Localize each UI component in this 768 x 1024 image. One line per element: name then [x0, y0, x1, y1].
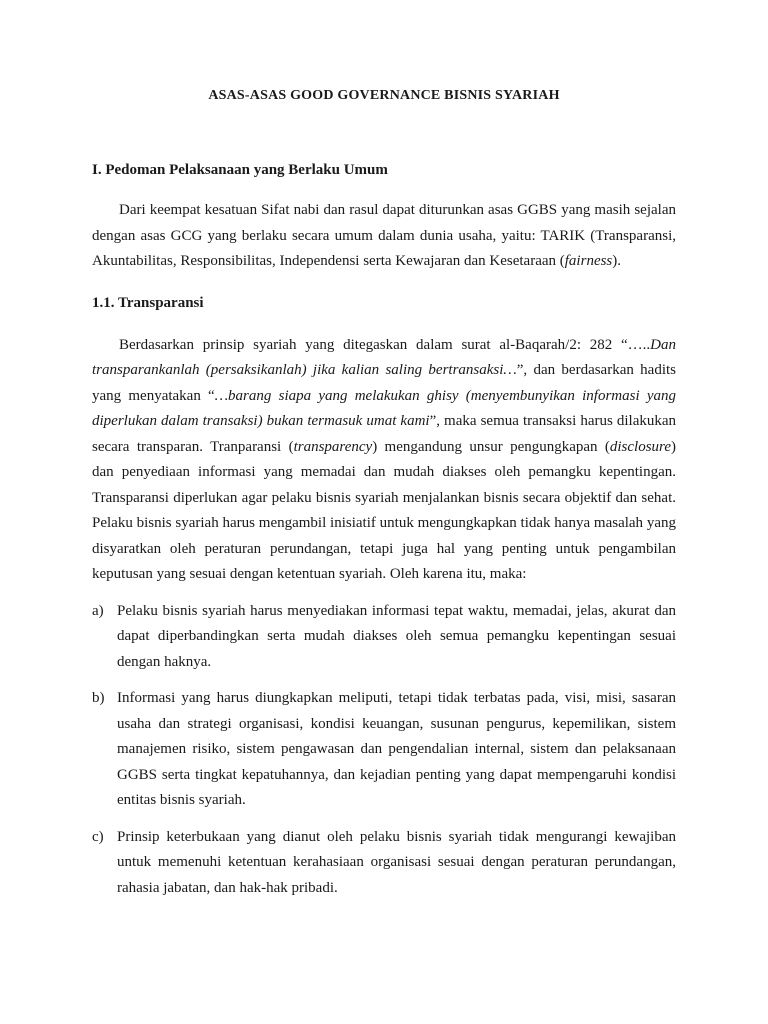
section-heading: I. Pedoman Pelaksanaan yang Berlaku Umum [92, 162, 388, 178]
document-page [92, 84, 676, 912]
list-item-text: Pelaku bisnis syariah harus menyediakan informasi tepat waktu, memadai, jelas, akurat dan dapat diperbandingkan serta mudah diakses oleh semua pemangku kepentingan sesuai dengan haknya. [117, 602, 676, 670]
list-marker: a) [92, 602, 104, 619]
transparansi-list [92, 599, 676, 902]
list-item [92, 825, 676, 902]
intro-italic-term: fairness [564, 253, 613, 269]
list-item [92, 599, 676, 676]
list-marker: c) [92, 828, 104, 845]
transparansi-term-transparency: transparency [293, 438, 373, 455]
intro-text: Dari keempat kesatuan Sifat nabi dan rasul dapat diturunkan asas GGBS yang masih sejalan dengan asas GCG yang berlaku secara umum dalam dunia usaha, yaitu: TARIK (Transparansi, Akuntabilitas, Responsibilitas, Independensi serta Kewajaran dan Kesetaraan ( [92, 202, 676, 269]
document-title: ASAS-ASAS GOOD GOVERNANCE BISNIS SYARIAH [208, 88, 560, 103]
transparansi-text-3: ”, maka semua transaksi harus dilakukan secara transparan. Tranparansi ( [92, 413, 677, 455]
transparansi-text-5: ) dan penyediaan informasi yang memadai dan mudah diakses oleh pemangku kepentingan. Transparansi diperlukan agar pelaku bisnis syariah menjalankan bisnis secara objektif dan sehat. Pelaku bisnis syariah harus mengambil inisiatif untuk mengungkapkan tidak hanya masalah yang disyaratkan oleh peraturan perundangan, tetapi juga hal yang penting untuk pengambilan keputusan yang sesuai dengan ketentuan syariah. Oleh karena itu, maka: [92, 438, 676, 582]
list-item-text: Prinsip keterbukaan yang dianut oleh pelaku bisnis syariah tidak mengurangi kewajiban untuk memenuhi ketentuan kerahasiaan organisasi sesuai dengan peraturan perundangan, rahasia jabatan, dan hak-hak pribadi. [117, 828, 676, 896]
transparansi-text-2: ”, dan berdasarkan hadits yang menyatakan “ [92, 362, 676, 404]
list-item-text: Informasi yang harus diungkapkan meliputi, tetapi tidak terbatas pada, visi, misi, sasaran usaha dan strategi organisasi, kondisi keuangan, susunan pengurus, kepemilikan, sistem manajemen risiko, sistem pengawasan dan pengendalian internal, sistem dan pelaksanaan GGBS serta tingkat kepatuhannya, dan kejadian penting yang dapat mempengaruhi kondisi entitas bisnis syariah. [117, 690, 676, 808]
transparansi-hadith-quote: …barang siapa yang melakukan ghisy (menyembunyikan informasi yang diperlukan dalam transaksi) bukan termasuk umat kami [92, 387, 676, 429]
list-marker: b) [92, 690, 105, 706]
intro-paragraph [92, 198, 676, 275]
intro-tail: ). [612, 253, 622, 269]
transparansi-text-4: ) mengandung unsur pengungkapan ( [372, 438, 610, 455]
subsection-heading: 1.1. Transparansi [92, 294, 204, 311]
transparansi-term-disclosure: disclosure [609, 438, 671, 455]
transparansi-quran-quote: Dan transparankanlah (persaksikanlah) jika kalian saling bertransaksi… [92, 336, 676, 378]
transparansi-text-1: Berdasarkan prinsip syariah yang ditegaskan dalam surat al-Baqarah/2: 282 “….. [119, 336, 651, 353]
transparansi-paragraph [92, 333, 676, 588]
list-item [92, 686, 676, 814]
